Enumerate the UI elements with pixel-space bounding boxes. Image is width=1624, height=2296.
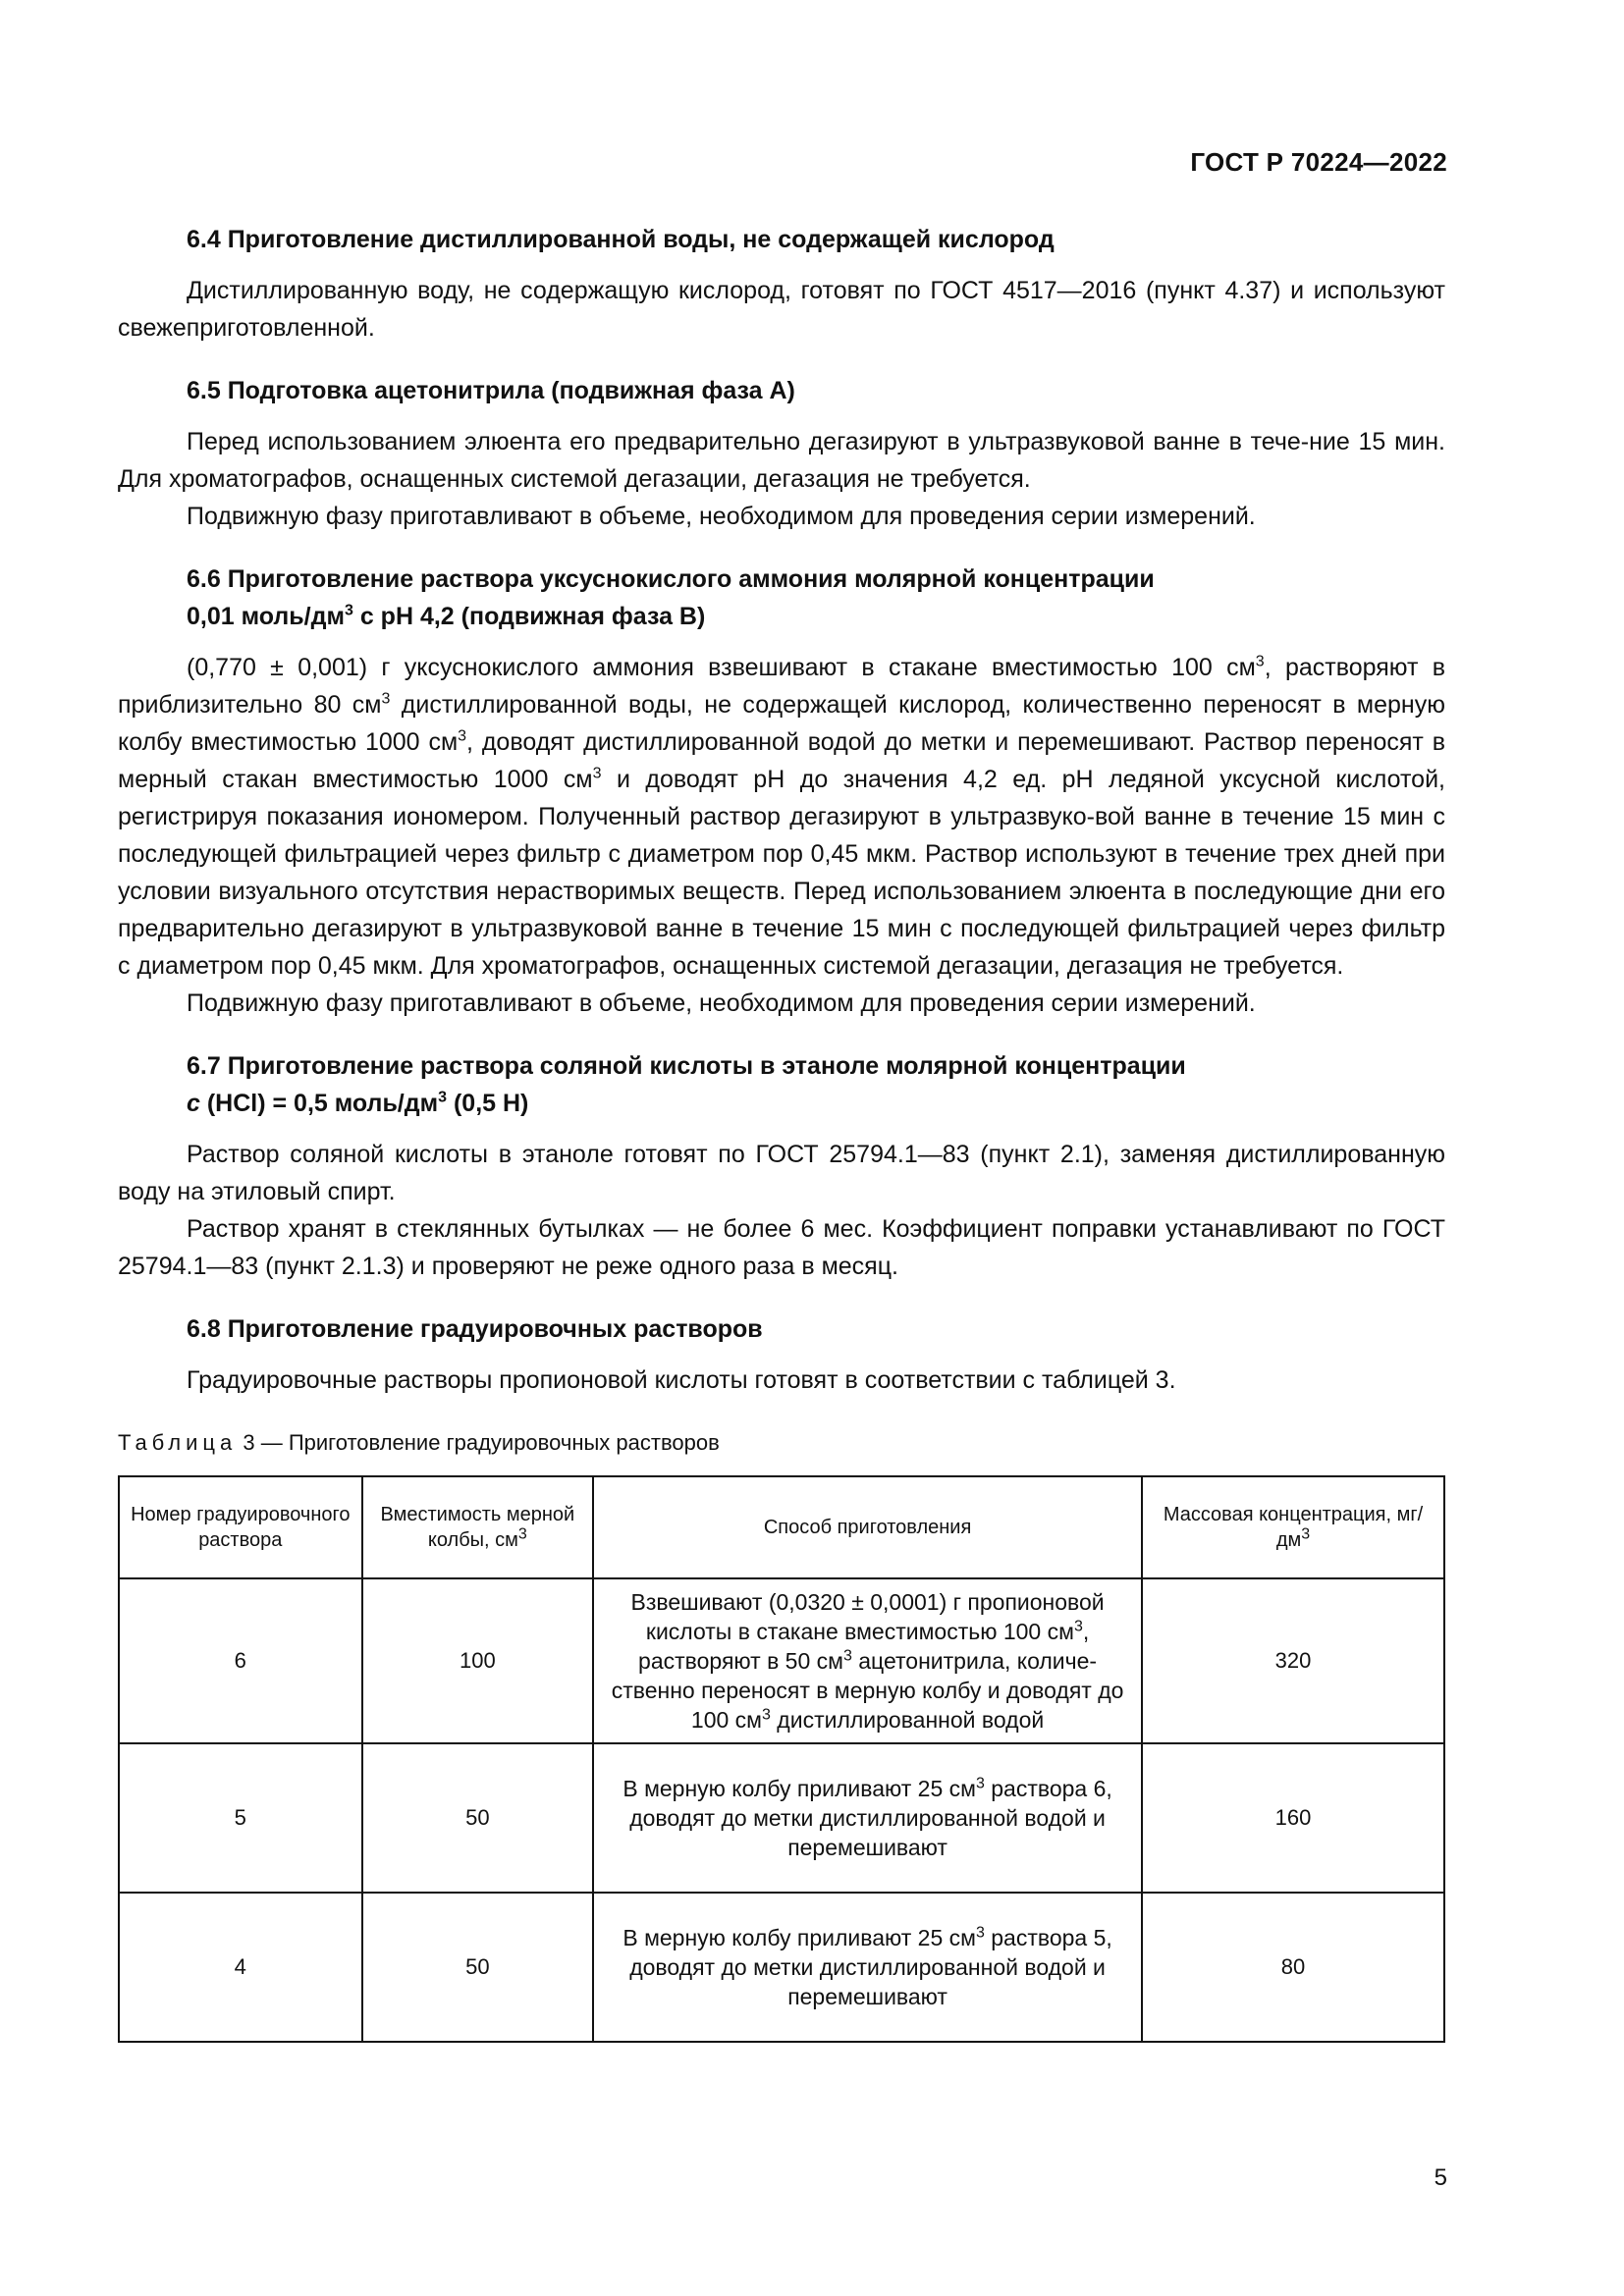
- section-6-5: [118, 372, 1445, 535]
- caption-label: Таблица: [118, 1430, 238, 1455]
- text-run: , растворяют в приблизительно 80 см: [118, 654, 1445, 719]
- section-6-4: [118, 221, 1445, 347]
- cell-volume: 50: [362, 1893, 594, 2042]
- text-run: , растворяют в 50 см: [638, 1619, 1090, 1674]
- caption-text: 3 — Приготовление градуировочных растворов: [237, 1430, 720, 1455]
- section-title: 6.5 Подготовка ацетонитрила (подвижная фаза А): [187, 377, 795, 404]
- text-run: В мерную колбу приливают 25 см: [623, 1776, 976, 1801]
- text-run: раствора 6, доводят до метки дистиллированной водой и перемешивают: [629, 1776, 1112, 1860]
- section-6-6: [118, 561, 1445, 1022]
- text-run: (0,770 ± 0,001) г уксуснокислого аммония взвешивают в стакане вместимостью 100 см: [187, 654, 1256, 681]
- section-title: 6.4 Приготовление дистиллированной воды, не содержащей кислород: [187, 226, 1055, 253]
- cell-concentration: 160: [1142, 1743, 1444, 1893]
- table-header-row: [119, 1476, 1444, 1578]
- text-run: и доводят pH до значения 4,2 ед. pH ледяной уксусной кислотой, регистрируя показания иономером. Полученный раствор дегазируют в ультразвуко-вой ванне в течение 15 мин с последующей фильтрацией через фильтр с диаметром пор 0,45 мкм. Раствор используют в течение трех дней при условии визуального отсутствия нерастворимых веществ. Перед использованием элюента в последующие дни его предварительно дегазируют в ультразвуковой ванне в течение 15 мин с последующей фильтрацией через фильтр с диаметром пор 0,45 мкм. Для хроматографов, оснащенных системой дегазации, дегазация не требуется.: [118, 766, 1445, 980]
- cell-number: 4: [119, 1893, 362, 2042]
- paragraph: [118, 649, 1445, 985]
- superscript: 3: [762, 1706, 771, 1724]
- superscript: 3: [381, 690, 391, 708]
- paragraph: Подвижную фазу приготавливают в объеме, необходимом для проведения серии измерений.: [187, 503, 1256, 530]
- table-row: [119, 1578, 1444, 1743]
- header-number: Номер градуировочного раствора: [119, 1476, 362, 1578]
- cell-volume: 50: [362, 1743, 594, 1893]
- title-line-1: 6.7 Приготовление раствора соляной кислоты в этаноле молярной концентрации: [187, 1052, 1186, 1080]
- title-line-2-rest: (0,5 Н): [447, 1090, 529, 1117]
- text-run: дистиллированной водой: [770, 1707, 1045, 1733]
- text-run: дистиллированной воды, не содержащей кислород, количественно переносят в мерную колбу вместимостью 1000 см: [118, 691, 1445, 756]
- header-text: Вместимость мерной колбы, см: [380, 1504, 575, 1551]
- cell-number: 5: [119, 1743, 362, 1893]
- superscript: 3: [975, 1775, 985, 1792]
- superscript: 3: [458, 727, 467, 745]
- text-run: раствора 5, доводят до метки дистиллированной водой и перемешивают: [629, 1925, 1112, 2009]
- text-run: Взвешивают (0,0320 ± 0,0001) г пропионовой кислоты в стакане вместимостью 100 см: [630, 1589, 1105, 1644]
- superscript: 3: [344, 602, 353, 619]
- paragraph: Дистиллированную воду, не содержащую кислород, готовят по ГОСТ 4517—2016 (пункт 4.37) и используют свежеприготовленной.: [118, 277, 1445, 342]
- text-run: , доводят дистиллированной водой до метки и перемешивают. Раствор переносят в мерный стакан вместимостью 1000 см: [118, 728, 1445, 793]
- section-6-8: [118, 1310, 1445, 1399]
- header-volume: [362, 1476, 594, 1578]
- header-text: Массовая концентрация, мг/дм: [1163, 1504, 1424, 1551]
- header-method: Способ приготовления: [593, 1476, 1142, 1578]
- superscript: 3: [438, 1089, 448, 1106]
- title-line-1: 6.6 Приготовление раствора уксуснокислого аммония молярной концентрации: [187, 565, 1155, 593]
- superscript: 3: [517, 1525, 527, 1543]
- cell-concentration: 320: [1142, 1578, 1444, 1743]
- paragraph: Градуировочные растворы пропионовой кислоты готовят в соответствии с таблицей 3.: [187, 1366, 1176, 1394]
- title-line-2: (HCl) = 0,5 моль/дм: [199, 1090, 439, 1117]
- cell-concentration: 80: [1142, 1893, 1444, 2042]
- section-title: [118, 561, 1445, 635]
- section-title: [118, 1047, 1445, 1122]
- title-line-2-rest: с pH 4,2 (подвижная фаза В): [352, 603, 706, 630]
- text-run: ацетонитрила, количе-ственно переносят в мерную колбу и доводят до 100 см: [611, 1648, 1124, 1733]
- superscript: 3: [1255, 653, 1265, 670]
- table-caption: [118, 1424, 1445, 1462]
- title-italic-c: c: [187, 1090, 200, 1117]
- table-row: [119, 1893, 1444, 2042]
- header-concentration: [1142, 1476, 1444, 1578]
- superscript: 3: [1301, 1525, 1311, 1543]
- cell-method: [593, 1893, 1142, 2042]
- cell-number: 6: [119, 1578, 362, 1743]
- paragraph: Раствор хранят в стеклянных бутылках — не более 6 мес. Коэффициент поправки устанавливают по ГОСТ 25794.1—83 (пункт 2.1.3) и проверяют не реже одного раза в месяц.: [118, 1215, 1445, 1280]
- section-title: 6.8 Приготовление градуировочных растворов: [187, 1315, 763, 1343]
- section-6-7: [118, 1047, 1445, 1285]
- page-content: [118, 221, 1445, 2043]
- page-number: 5: [1434, 2164, 1447, 2191]
- calibration-table: [118, 1475, 1445, 2043]
- cell-method: [593, 1743, 1142, 1893]
- paragraph: Подвижную фазу приготавливают в объеме, необходимом для проведения серии измерений.: [187, 989, 1256, 1017]
- paragraph: Раствор соляной кислоты в этаноле готовят по ГОСТ 25794.1—83 (пункт 2.1), заменяя дистиллированную воду на этиловый спирт.: [118, 1141, 1445, 1205]
- superscript: 3: [592, 765, 602, 782]
- table-row: [119, 1743, 1444, 1893]
- title-line-2: 0,01 моль/дм: [187, 603, 345, 630]
- superscript: 3: [842, 1647, 852, 1665]
- cell-volume: 100: [362, 1578, 594, 1743]
- superscript: 3: [975, 1924, 985, 1942]
- superscript: 3: [1073, 1618, 1083, 1635]
- text-run: В мерную колбу приливают 25 см: [623, 1925, 976, 1950]
- cell-method: [593, 1578, 1142, 1743]
- paragraph: Перед использованием элюента его предварительно дегазируют в ультразвуковой ванне в тече-ние 15 мин. Для хроматографов, оснащенных системой дегазации, дегазация не требуется.: [118, 428, 1445, 493]
- document-id: ГОСТ Р 70224—2022: [1190, 147, 1447, 177]
